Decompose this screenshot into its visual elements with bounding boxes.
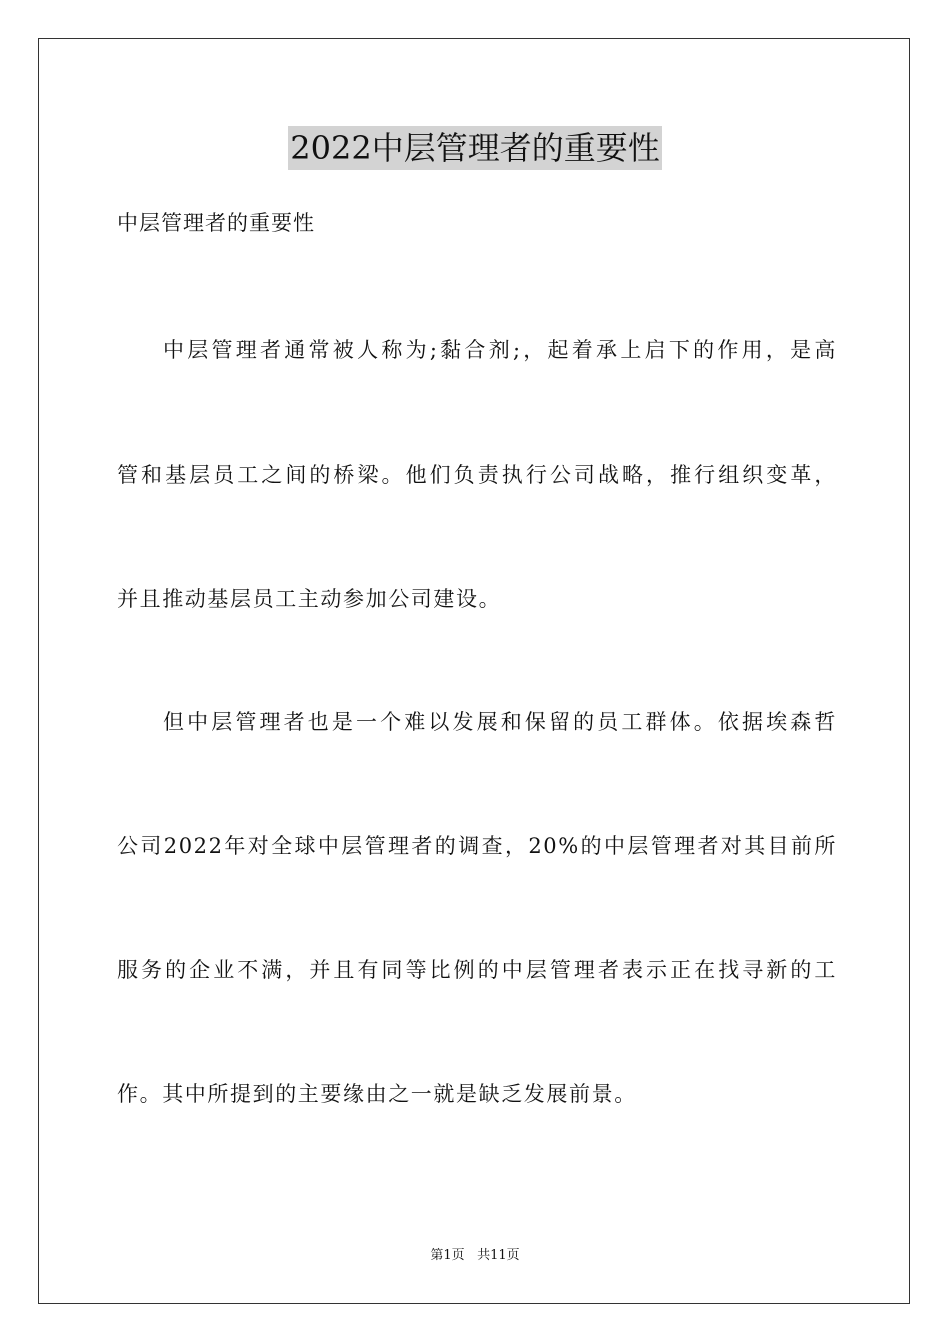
paragraph-2-line-4: 作。其中所提到的主要缘由之一就是缺乏发展前景。 [117, 1082, 637, 1106]
document-title-text: 2022中层管理者的重要性 [288, 126, 661, 170]
page-number: 第1页 [430, 1248, 465, 1263]
paragraph-2-line-3: 服务的企业不满，并且有同等比例的中层管理者表示正在找寻新的工 [117, 958, 837, 982]
paragraph-1-line-3: 并且推动基层员工主动参加公司建设。 [117, 587, 502, 611]
paragraph-2-line-2: 公司2022年对全球中层管理者的调查，20%的中层管理者对其目前所 [117, 834, 837, 858]
document-title [0, 126, 950, 170]
footer-spacer [465, 1248, 477, 1263]
paragraph-1-line-1: 中层管理者通常被人称为;黏合剂;，起着承上启下的作用，是高 [163, 338, 837, 362]
page-total: 共11页 [477, 1248, 520, 1263]
document-subtitle: 中层管理者的重要性 [117, 211, 315, 235]
paragraph-2-line-1: 但中层管理者也是一个难以发展和保留的员工群体。依据埃森哲 [163, 710, 837, 734]
page-footer [0, 1247, 950, 1265]
paragraph-1-line-2: 管和基层员工之间的桥梁。他们负责执行公司战略，推行组织变革， [117, 463, 837, 487]
